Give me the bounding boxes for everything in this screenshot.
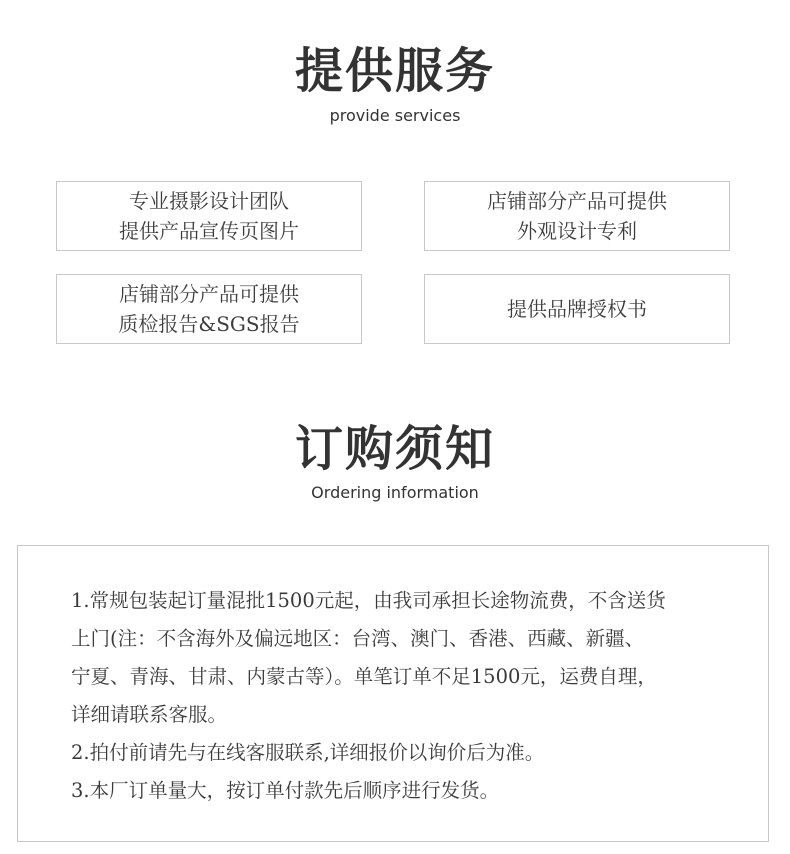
ordering-info-line: 详细请联系客服。 <box>71 703 228 726</box>
ordering-section-title: 订购须知 <box>294 421 495 477</box>
service-box-line: 专业摄影设计团队 <box>129 189 289 213</box>
service-box-line: 店铺部分产品可提供 <box>487 189 667 213</box>
service-box-quality-report <box>56 274 362 344</box>
service-box-line: 提供产品宣传页图片 <box>119 219 299 243</box>
ordering-section-subtitle: Ordering information <box>311 483 479 502</box>
service-box-brand-authorization <box>424 274 730 344</box>
ordering-info-text <box>71 582 751 810</box>
services-section-title: 提供服务 <box>294 43 495 99</box>
ordering-info-line: 上门(注：不含海外及偏远地区：台湾、澳门、香港、西藏、新疆、 <box>71 627 645 650</box>
ordering-info-line: 3.本厂订单量大，按订单付款先后顺序进行发货。 <box>71 779 500 802</box>
service-box-line: 外观设计专利 <box>517 219 637 243</box>
ordering-info-line: 1.常规包装起订量混批1500元起，由我司承担长途物流费，不含送货 <box>71 589 666 612</box>
service-box-line: 质检报告&SGS报告 <box>118 312 300 336</box>
ordering-info-panel <box>17 545 769 842</box>
service-box-line: 店铺部分产品可提供 <box>119 282 299 306</box>
services-section-subtitle: provide services <box>329 106 461 125</box>
service-box-photography <box>56 181 362 251</box>
service-box-design-patent <box>424 181 730 251</box>
service-box-line: 提供品牌授权书 <box>507 297 647 321</box>
ordering-info-line: 2.拍付前请先与在线客服联系,详细报价以询价后为准。 <box>71 741 545 764</box>
ordering-info-line: 宁夏、青海、甘肃、内蒙古等）。单笔订单不足1500元，运费自理， <box>71 665 657 688</box>
